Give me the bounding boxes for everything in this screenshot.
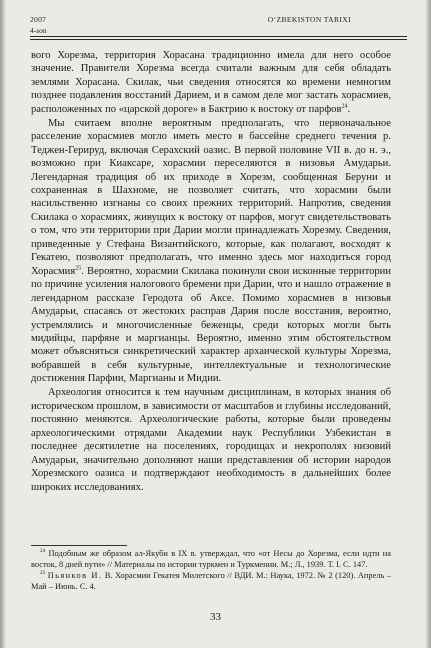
- scan-shadow-left: [0, 0, 6, 648]
- paragraph-2: [31, 117, 391, 386]
- running-header: [30, 15, 407, 43]
- footnote-text: Подобным же образом ал-Якуби в IX в. утверждал, что «от Несы до Хорезма, если идти на восток, 8 дней пути» // Материалы по истории туркмен и Туркмении. М.; Л., 1939. Т. I. С. 147.: [31, 549, 391, 569]
- page-number: 33: [210, 611, 221, 623]
- paragraph-2-text: Мы считаем вполне вероятным предполагать, что первоначальное расселение хорасмиев могло иметь место в бассейне среднего течения р. Теджен-Герируд, включая Серахский оазис. В первой половине VII в. до н. э., возможно при Киаксаре, хорасмии переселяются в низовья Амударьи. Легендарная традиция об их приходе в Хорезм, сообщенная Беруни и сохраненная в Шахномe, не позволяет считать, что хорасмии были насильственно изгнаны со своих прежних территорий. Напротив, сведения Скилака о хорасмиях, живущих к востоку от парфов, могут свидетельствовать о том, что эти территории при Дарии могли принадлежать Хорезму. Сведения, приведенные у Стефана Византийского, которые, как полагают, восходят к Гекатею, позволяют предполагать, что именно здесь мог находиться город Хорасмия: [31, 117, 391, 277]
- header-year: 2007: [30, 15, 47, 24]
- paragraph-3: [31, 386, 391, 494]
- footnotes: [31, 549, 391, 592]
- header-journal-title: O‘ZBEKISTON TARIXI: [267, 15, 351, 24]
- body-text: [31, 49, 391, 494]
- footnote-ref-24[interactable]: 24: [341, 103, 348, 110]
- paragraph-1-text: вого Хорезма, территория Хорасана традиционно имела для него особое значение. Правители Хорезма всегда считали важным для себя обладать землями Хорасана. Скилак, чьи сведения относятся ко времени немногим позднее подавления восстаний Дарием, и в самом деле мог застать хорасмиев, расположенных по «царской дороге» в Бактрию к востоку от парфов: [31, 50, 391, 115]
- footnote-25: [31, 571, 391, 592]
- footnote-ref-25[interactable]: 25: [75, 265, 82, 272]
- paragraph-3-text: Археология относится к тем научным дисциплинам, в которых знания об историческом прошлом, в зависимости от масштабов и глубины исследований, постоянно меняются. Археологические работы, которые были проведены археологическими отрядами Академии наук Республики Узбекистан в последнее десятилетие на поселениях, городищах и некрополях низовий Амударьи, значительно дополняют наши представления об истории народов Хорезмского оазиса и подтверждают необходимость в дальнейших более широких исследованиях.: [31, 387, 391, 493]
- footnote-author: Пьянков И.: [47, 571, 103, 581]
- header-rule: [30, 36, 407, 40]
- scan-shadow-right: [425, 0, 431, 648]
- paragraph-2-tail: . Вероятно, хорасмии Скилака покинули свои исконные территории по причине усиления налогового бремени при Дарии, что и нашло отражение в легендарном рассказе Геродота об Аксе. Помимо хорасмиев в низовья Амударьи, спасаясь от жестоких расправ Дария после восстания, вероятно, устремлялись и многочисленные беженцы, среди которых могли быть мидийцы, парфяне и маргианцы. Вероятно, именно этим обстоятельством может объясняться синкретический характер архаической культуры Хорезма, вобравшей в себя культурные, интеллектуальные и технологические достижения Парфии, Маргианы и Мидии.: [31, 265, 391, 385]
- footnote-separator: [31, 545, 127, 546]
- footnote-number: 24: [40, 548, 46, 555]
- footnote-number: 25: [40, 570, 46, 577]
- paragraph-1-tail: .: [347, 103, 351, 115]
- paragraph-1: [31, 49, 391, 116]
- footnote-24: [31, 549, 391, 570]
- footnote-text: В. Хорасмии Гекатея Милетского // ВДИ. М.: Наука, 1972. № 2 (120). Апрель – Май – Июнь. С. 4.: [31, 571, 392, 591]
- header-issue: 4-son: [30, 26, 47, 35]
